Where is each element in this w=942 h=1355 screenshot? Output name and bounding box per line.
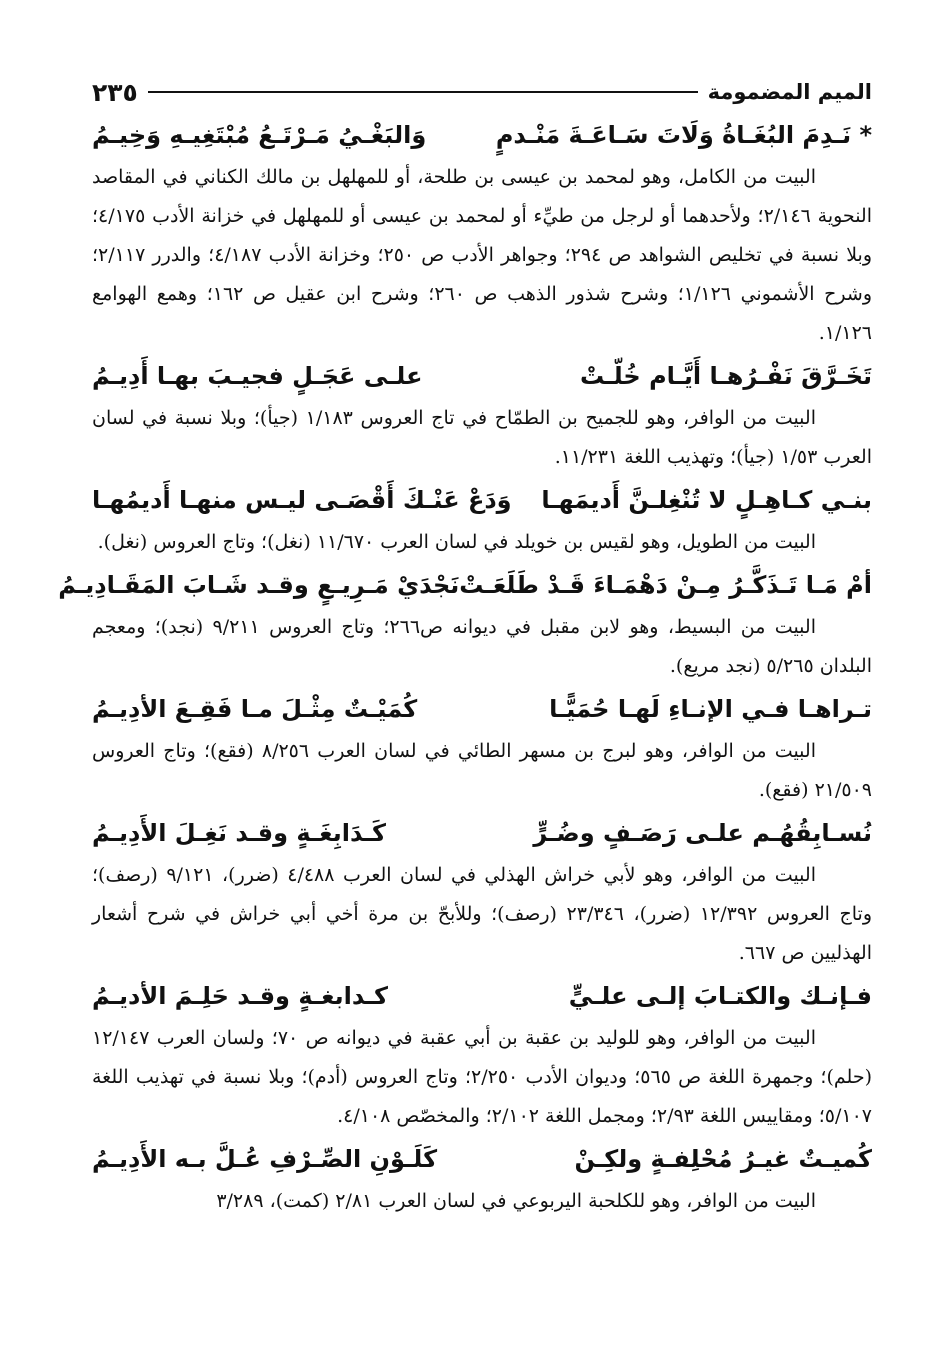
entry-7 — [92, 973, 872, 1136]
verse — [92, 353, 872, 399]
page — [58, 72, 873, 1221]
verse-first-hemistich: كُميـتٌ غيـرُ مُحْلِفـةٍ ولكِـنْ — [574, 1145, 872, 1173]
verse-second-hemistich: كَلَـوْنِ الصِّـرْفِ عُـلَّ بـه الأَدِيـمُ — [92, 1145, 438, 1173]
citation-note: البيت من الوافر، وهو للجميح بن الطمّاح في تاج العروس ١/١٨٣ (جيأ)؛ وبلا نسبة في لسان العرب ١/٥٣ (جيأ)؛ وتهذيب اللغة ١١/٢٣١. — [92, 407, 872, 468]
page-header — [92, 72, 872, 112]
verse — [92, 973, 872, 1019]
verse — [58, 562, 872, 608]
verse-second-hemistich: علـى عَجَـلٍ فجيـبَ بهـا أَدِيـمُ — [92, 362, 423, 390]
verse-second-hemistich: نَجْدَيْ مَـرِيـعٍ وقـد شَـابَ المَقَـادِيـمُ — [58, 571, 460, 599]
citation-note: البيت من الكامل، وهو لمحمد بن عيسى بن طلحة، أو للمهلهل بن مالك الكناني في المقاصد النحوية ٢/١٤٦؛ ولأحدهما أو لرجل من طيِّء أو لمحمد بن عيسى أو للمهلهل في خزانة الأدب ٤/١٧٥؛ وبلا نسبة في تخليص الشواهد ص ٢٩٤؛ وجواهر الأدب ص ٢٥٠؛ وخزانة الأدب ٤/١٨٧؛ والدرر ٢/١١٧؛ وشرح الأشموني ١/١٢٦؛ وشرح شذور الذهب ص ٢٦٠؛ وشرح ابن عقيل ص ١٦٢؛ وهمع الهوامع ١/١٢٦. — [92, 166, 873, 344]
verse-first-hemistich: تـراهـا فـي الإنـاءِ لَهـا حُمَيًّـا — [549, 695, 872, 723]
entry-8 — [92, 1136, 872, 1221]
verse-second-hemistich: وَدَعْ عَنْـكَ أَقْصَـى ليـس منهـا أَديمُهـا — [92, 486, 512, 514]
entry-6 — [92, 810, 872, 973]
verse-first-hemistich: أمْ مَـا تَـذَكَّـرُ مِـنْ دَهْمَـاءَ قَـدْ طَلَعَـتْ — [459, 571, 872, 599]
entry-2 — [92, 353, 872, 477]
running-title: الميم المضمومة — [707, 80, 872, 104]
verse-first-hemistich: فـإنـك والكتـابَ إلـى علـيٍّ — [568, 982, 872, 1010]
citation-note: البيت من الوافر، وهو للوليد بن عقبة بن أبي عقبة في ديوانه ص ٧٠؛ ولسان العرب ١٢/١٤٧ (حلم)؛ وجمهرة اللغة ص ٥٦٥؛ وديوان الأدب ٢/٢٥٠؛ وتاج العروس (أدم)؛ وبلا نسبة في تهذيب اللغة ٥/١٠٧؛ ومقاييس اللغة ٢/٩٣؛ ومجمل اللغة ٢/١٠٢؛ والمخصّص ٤/١٠٨. — [92, 1027, 872, 1127]
citation-note: البيت من الوافر، وهو لبرج بن مسهر الطائي في لسان العرب ٨/٢٥٦ (فقع)؛ وتاج العروس ٢١/٥٠٩ (فقع). — [92, 740, 872, 801]
verse — [92, 477, 872, 523]
citation-note: البيت من الطويل، وهو لقيس بن خويلد في لسان العرب ١١/٦٧٠ (نغل)؛ وتاج العروس (نغل). — [97, 531, 816, 553]
verse-first-hemistich: بنـي كـاهِـلٍ لا تُنْغِلـنَّ أَديمَهـا — [541, 486, 872, 514]
citation-note: البيت من الوافر، وهو للكلحبة اليربوعي في لسان العرب ٢/٨١ (كمت)، ٣/٢٨٩ — [216, 1190, 816, 1212]
verse-second-hemistich: وَالبَغْـيُ مَـرْتَـعُ مُبْتَغِيـهِ وَخِيـمُ — [92, 121, 427, 149]
citation-note: البيت من البسيط، وهو لابن مقبل في ديوانه ص٢٦٦؛ وتاج العروس ٩/٢١١ (نجد)؛ ومعجم البلدان ٥/٢٦٥ (نجد مريع). — [92, 616, 872, 677]
header-rule — [148, 91, 698, 93]
entry-3 — [92, 477, 872, 562]
entry-1 — [92, 112, 872, 353]
verse — [92, 112, 872, 158]
citation-note: البيت من الوافر، وهو لأبي خراش الهذلي في لسان العرب ٤/٤٨٨ (ضرر)، ٩/١٢١ (رصف)؛ وتاج العروس ١٢/٣٩٢ (ضرر)، ٢٣/٣٤٦ (رصف)؛ وللأبحّ بن مرة أخي أبي خراش في شرح أشعار الهذليين ص ٦٦٧. — [92, 864, 872, 964]
verse-second-hemistich: كَـدَابِغَـةٍ وقـد نَغِـلَ الأَدِيـمُ — [92, 819, 386, 847]
verse — [92, 686, 872, 732]
verse-second-hemistich: كُمَيْـتٌ مِثْـلَ مـا فَقِـعَ الأدِيـمُ — [92, 695, 418, 723]
page-number: ٢٣٥ — [92, 77, 138, 107]
verse-first-hemistich: * نَـدِمَ البُغَـاةُ وَلَاتَ سَـاعَـةَ مَنْـدمٍ — [495, 121, 872, 149]
verse-second-hemistich: كـدابغـةٍ وقـد حَلِـمَ الأديـمُ — [92, 982, 388, 1010]
entry-4 — [58, 562, 872, 686]
entry-5 — [92, 686, 872, 810]
verse — [92, 810, 872, 856]
verse — [92, 1136, 872, 1182]
verse-first-hemistich: نُسـابِقُهُـم علـى رَصَـفٍ وضُـرٍّ — [533, 819, 872, 847]
verse-first-hemistich: تَخَـرَّقَ نَفْـرُهـا أَيَّـام خُلّـتْ — [580, 362, 872, 390]
